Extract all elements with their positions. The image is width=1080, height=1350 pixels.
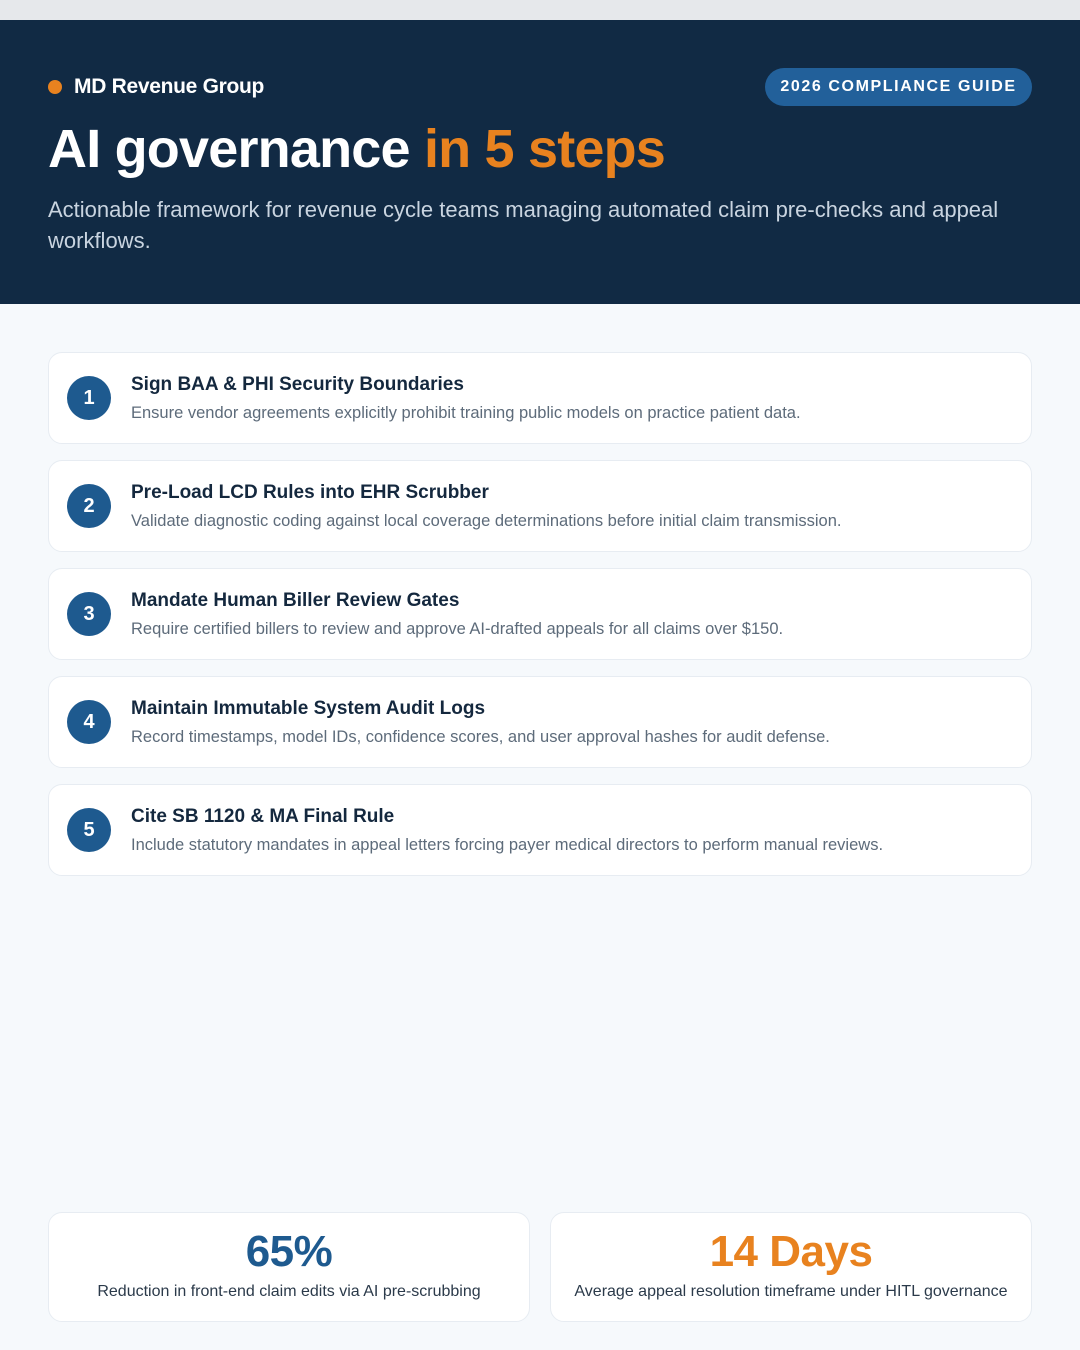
step-title: Cite SB 1120 & MA Final Rule [131, 806, 395, 827]
step-number-badge: 2 [67, 484, 111, 528]
stat-card-appeal-timeframe [550, 1212, 1032, 1322]
step-description: Ensure vendor agreements explicitly prohibit training public models on practice patient data. [131, 404, 801, 422]
step-description: Validate diagnostic coding against local coverage determinations before initial claim transmission. [131, 512, 842, 530]
brand-dot-icon [48, 80, 62, 94]
stat-label: Reduction in front-end claim edits via AI pre-scrubbing [97, 1283, 481, 1300]
guide-badge: 2026 COMPLIANCE GUIDE [765, 68, 1032, 106]
step-description: Require certified billers to review and approve AI-drafted appeals for all claims over $150. [131, 620, 784, 638]
step-title: Sign BAA & PHI Security Boundaries [131, 374, 464, 395]
stat-value: 65% [245, 1227, 333, 1276]
step-title: Mandate Human Biller Review Gates [131, 590, 460, 611]
page-title [48, 118, 665, 180]
step-number-badge: 4 [67, 700, 111, 744]
brand-name: MD Revenue Group [74, 75, 265, 98]
step-title: Maintain Immutable System Audit Logs [131, 698, 486, 719]
step-description: Include statutory mandates in appeal letters forcing payer medical directors to perform manual reviews. [131, 836, 884, 854]
step-card [48, 568, 1032, 660]
step-number-badge: 1 [67, 376, 111, 420]
step-card [48, 460, 1032, 552]
title-main: AI governance [48, 119, 424, 179]
page-subtitle: Actionable framework for revenue cycle teams managing automated claim pre-checks and appeal workflows. [48, 197, 999, 253]
top-strip [0, 0, 1080, 20]
step-number-badge: 5 [67, 808, 111, 852]
step-title: Pre-Load LCD Rules into EHR Scrubber [131, 482, 489, 503]
title-accent: in 5 steps [423, 119, 666, 179]
stat-label: Average appeal resolution timeframe under HITL governance [574, 1283, 1008, 1300]
stat-card-claim-edits [48, 1212, 530, 1322]
step-description: Record timestamps, model IDs, confidence scores, and user approval hashes for audit defense. [131, 728, 830, 746]
step-number-badge: 3 [67, 592, 111, 636]
steps-list [48, 352, 1032, 892]
brand [48, 74, 264, 100]
step-card [48, 676, 1032, 768]
step-card [48, 784, 1032, 876]
step-card [48, 352, 1032, 444]
stat-value: 14 Days [709, 1227, 873, 1276]
